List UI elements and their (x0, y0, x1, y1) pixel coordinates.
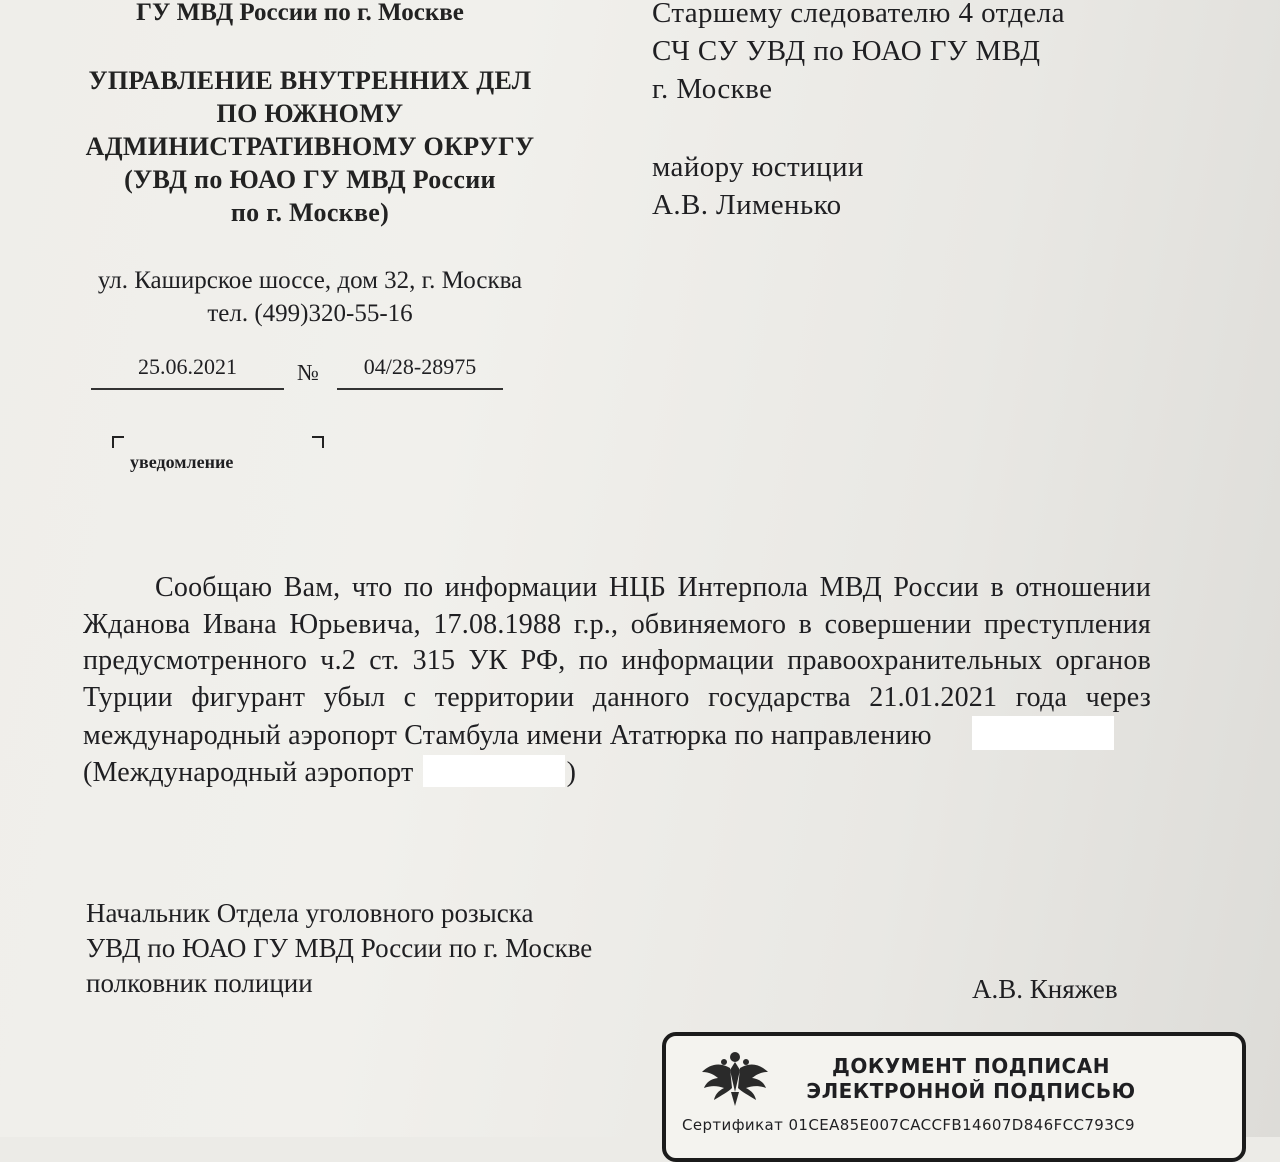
stamp-title (806, 1054, 1136, 1104)
recipient-rank: майору юстиции (652, 151, 864, 183)
sender-address: ул. Каширское шоссе, дом 32, г. Москва (97, 267, 523, 294)
body-text-suffix: ) (566, 756, 577, 788)
ministry-header: ГУ МВД России по г. Москве (136, 0, 464, 26)
stamp-title-line: ДОКУМЕНТ ПОДПИСАН (832, 1054, 1110, 1078)
subject-corner-left (112, 436, 124, 448)
sender-contacts (60, 264, 560, 330)
redaction-box (972, 716, 1114, 750)
registration-number: 04/28-28975 (337, 354, 503, 390)
document-subject: уведомление (130, 452, 234, 472)
signatory-line: УВД по ЮАО ГУ МВД России по г. Москве (86, 933, 593, 963)
signatory-name: А.В. Княжев (972, 974, 1118, 1004)
body-last-line (83, 755, 1151, 792)
body-text: Сообщаю Вам, что по информации НЦБ Интерпола МВД России в отношении Жданова Ивана Юрьевича, 17.08.1988 г.р., обвиняемого в совершении преступления предусмотренного ч.2 ст. 315 УК РФ, по информации правоохранительных органов Турции фигурант убыл с территории данного государства 21.01.2021 года через международный аэропорт Стамбула имени Ататюрка по направлению (83, 572, 1151, 751)
recipient-name: А.В. Лименько (652, 189, 842, 221)
recipient-line: СЧ СУ УВД по ЮАО ГУ МВД (652, 35, 1041, 67)
electronic-signature-stamp (662, 1032, 1246, 1162)
double-headed-eagle-icon (700, 1048, 770, 1108)
subject-corner-right (312, 436, 324, 448)
signatory-line: Начальник Отдела уголовного розыска (86, 898, 534, 928)
recipient-line: г. Москве (652, 73, 773, 105)
body-paragraph (83, 570, 1151, 755)
org-line: УПРАВЛЕНИЕ ВНУТРЕННИХ ДЕЛ (88, 66, 532, 95)
number-sign: № (297, 360, 319, 385)
letter-body (83, 570, 1151, 791)
org-line: по г. Москве) (230, 198, 390, 227)
signatory-line: полковник полиции (86, 968, 313, 998)
stamp-title-line: ЭЛЕКТРОННОЙ ПОДПИСЬЮ (806, 1079, 1136, 1103)
sender-organization (60, 64, 560, 229)
redaction-box (423, 755, 565, 787)
registration-date: 25.06.2021 (91, 354, 284, 390)
org-line: АДМИНИСТРАТИВНОМУ ОКРУГУ (85, 132, 535, 161)
sender-phone: тел. (499)320-55-16 (207, 300, 413, 327)
body-text-prefix: (Международный аэропорт (83, 756, 414, 788)
certificate-number: Сертификат 01CEA85E007CACCFB14607D846FCC793C9 (682, 1116, 1135, 1134)
org-line: (УВД по ЮАО ГУ МВД России (124, 165, 496, 194)
signatory-position (86, 896, 592, 1001)
recipient-block (652, 0, 1212, 224)
org-line: ПО ЮЖНОМУ (216, 99, 404, 128)
recipient-line: Старшему следователю 4 отдела (652, 0, 1065, 29)
